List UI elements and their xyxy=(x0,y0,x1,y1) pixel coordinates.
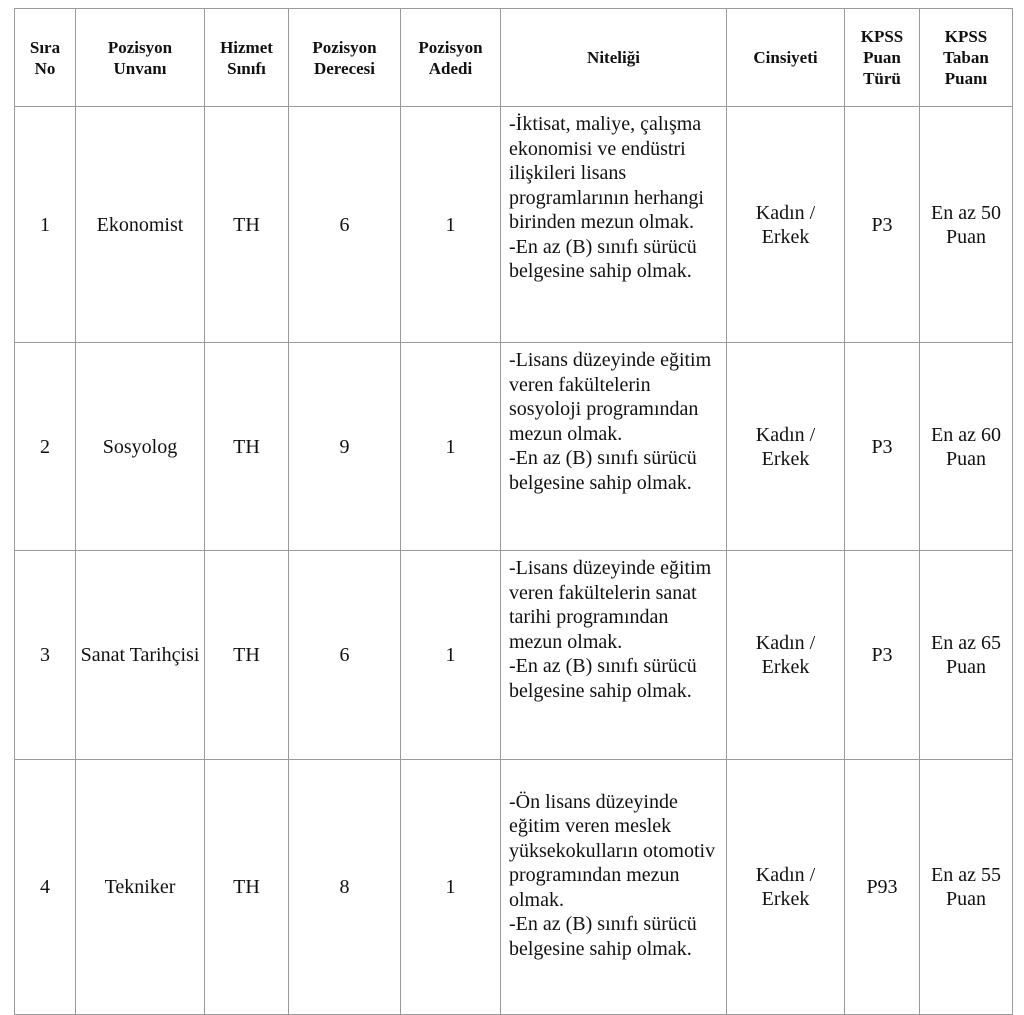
cell-kpss-taban-puani: En az 65 Puan xyxy=(920,551,1013,760)
cell-pozisyon-derecesi: 9 xyxy=(289,343,401,551)
cell-kpss-puan-turu: P93 xyxy=(845,760,920,1015)
header-hizmet-sinifi: Hizmet Sınıfı xyxy=(205,9,289,107)
header-cinsiyeti: Cinsiyeti xyxy=(727,9,845,107)
cell-pozisyon-derecesi: 8 xyxy=(289,760,401,1015)
header-row xyxy=(15,9,1013,107)
header-kpss-puan-turu: KPSS Puan Türü xyxy=(845,9,920,107)
cell-pozisyon-adedi: 1 xyxy=(401,343,501,551)
table-row xyxy=(15,343,1013,551)
positions-table xyxy=(14,8,1013,1015)
cell-hizmet-sinifi: TH xyxy=(205,107,289,343)
cell-hizmet-sinifi: TH xyxy=(205,343,289,551)
cell-hizmet-sinifi: TH xyxy=(205,760,289,1015)
cell-kpss-taban-puani: En az 60 Puan xyxy=(920,343,1013,551)
cell-kpss-puan-turu: P3 xyxy=(845,343,920,551)
table-row xyxy=(15,551,1013,760)
header-pozisyon-derecesi: Pozisyon Derecesi xyxy=(289,9,401,107)
cell-niteligi xyxy=(501,760,727,1015)
cell-cinsiyeti: Kadın / Erkek xyxy=(727,343,845,551)
cell-kpss-taban-puani: En az 55 Puan xyxy=(920,760,1013,1015)
cell-pozisyon-unvani: Sanat Tarihçisi xyxy=(76,551,205,760)
cell-pozisyon-adedi: 1 xyxy=(401,551,501,760)
cell-niteligi: -Lisans düzeyinde eğitim veren fakültelerin sosyoloji programından mezun olmak. -En az (B) sınıfı sürücü belgesine sahip olmak. xyxy=(501,343,727,551)
cell-pozisyon-adedi: 1 xyxy=(401,760,501,1015)
cell-pozisyon-unvani: Ekonomist xyxy=(76,107,205,343)
cell-pozisyon-unvani: Sosyolog xyxy=(76,343,205,551)
cell-pozisyon-derecesi: 6 xyxy=(289,107,401,343)
header-niteligi: Niteliği xyxy=(501,9,727,107)
nitelik-text: -Ön lisans düzeyinde eğitim veren meslek yüksekokulların otomotiv programından mezun olmak. -En az (B) sınıfı sürücü belgesine sahip olmak. xyxy=(509,790,716,960)
header-pozisyon-adedi: Pozisyon Adedi xyxy=(401,9,501,107)
header-pozisyon-unvani: Pozisyon Unvanı xyxy=(76,9,205,107)
table-row xyxy=(15,107,1013,343)
cell-kpss-puan-turu: P3 xyxy=(845,551,920,760)
header-sira-no: Sıra No xyxy=(15,9,76,107)
cell-pozisyon-derecesi: 6 xyxy=(289,551,401,760)
cell-sira-no: 4 xyxy=(15,760,76,1015)
cell-sira-no: 1 xyxy=(15,107,76,343)
cell-cinsiyeti: Kadın / Erkek xyxy=(727,107,845,343)
cell-hizmet-sinifi: TH xyxy=(205,551,289,760)
cell-pozisyon-adedi: 1 xyxy=(401,107,501,343)
cell-niteligi: -İktisat, maliye, çalışma ekonomisi ve endüstri ilişkileri lisans programlarının herhangi birinden mezun olmak. -En az (B) sınıfı sürücü belgesine sahip olmak. xyxy=(501,107,727,343)
cell-kpss-taban-puani: En az 50 Puan xyxy=(920,107,1013,343)
cell-sira-no: 2 xyxy=(15,343,76,551)
cell-niteligi: -Lisans düzeyinde eğitim veren fakültelerin sanat tarihi programından mezun olmak. -En az (B) sınıfı sürücü belgesine sahip olmak. xyxy=(501,551,727,760)
cell-cinsiyeti: Kadın / Erkek xyxy=(727,551,845,760)
header-kpss-taban-puani: KPSS Taban Puanı xyxy=(920,9,1013,107)
table-row xyxy=(15,760,1013,1015)
cell-cinsiyeti: Kadın / Erkek xyxy=(727,760,845,1015)
cell-pozisyon-unvani: Tekniker xyxy=(76,760,205,1015)
cell-sira-no: 3 xyxy=(15,551,76,760)
cell-kpss-puan-turu: P3 xyxy=(845,107,920,343)
